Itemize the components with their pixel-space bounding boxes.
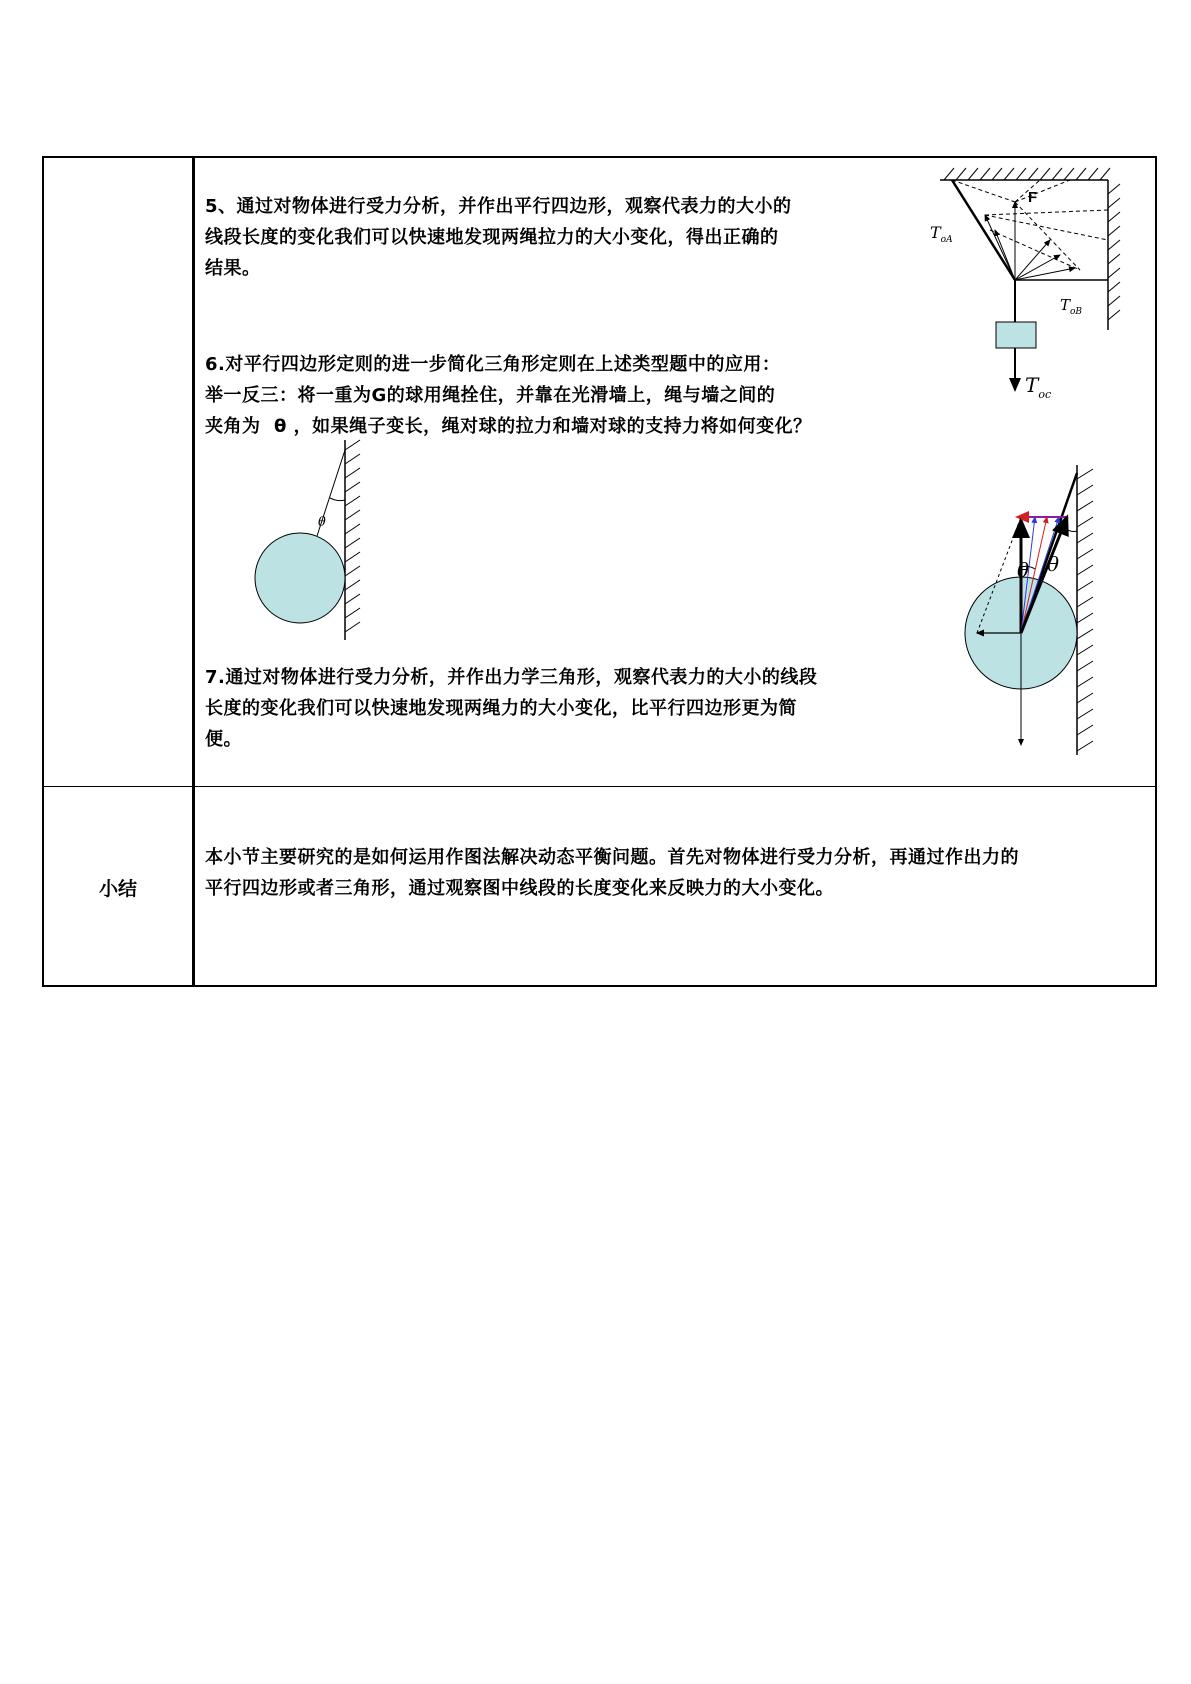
svg-text:Toc xyxy=(1025,373,1051,401)
table-bottom-border xyxy=(42,985,1157,987)
item-7-line-3: 便。 xyxy=(205,729,242,750)
table-right-border xyxy=(1155,156,1157,987)
svg-text:ToB xyxy=(1060,296,1082,317)
item-5-line-1: 5、通过对物体进行受力分析，并作出平行四边形，观察代表力的大小的 xyxy=(205,196,792,217)
summary-line-1: 本小节主要研究的是如何运用作图法解决动态平衡问题。首先对物体进行受力分析，再通过作出力的 xyxy=(205,847,1019,868)
item-5-line-2: 线段长度的变化我们可以快速地发现两绳拉力的大小变化，得出正确的 xyxy=(205,227,779,248)
label-t-ob-sub: oB xyxy=(1070,307,1083,317)
label-theta: θ xyxy=(318,515,326,530)
label-t-oc: T xyxy=(1025,373,1039,397)
summary-label: 小结 xyxy=(99,878,138,900)
summary-line-2: 平行四边形或者三角形，通过观察图中线段的长度变化来反映力的大小变化。 xyxy=(205,878,834,899)
figure-rope-parallelogram xyxy=(930,160,1130,420)
label-theta-2: θ xyxy=(1047,552,1060,576)
item-7-line-1: 7.通过对物体进行受力分析，并作出力学三角形，观察代表力的大小的线段 xyxy=(205,667,818,688)
item-6-line-2: 举一反三：将一重为G的球用绳拴住，并靠在光滑墙上，绳与墙之间的 xyxy=(205,385,776,406)
table-column-divider xyxy=(192,156,195,987)
figure-ball-wall xyxy=(230,440,380,640)
item-6-line-1: 6.对平行四边形定则的进一步简化三角形定则在上述类型题中的应用： xyxy=(205,354,781,375)
svg-text:ToA xyxy=(930,223,953,245)
label-t-oa: T xyxy=(930,223,941,242)
item-5-line-3: 结果。 xyxy=(205,258,261,279)
label-t-ob: T xyxy=(1060,296,1071,314)
item-6-line-3: 夹角为 θ ，如果绳子变长，绳对球的拉力和墙对球的支持力将如何变化？ xyxy=(205,416,812,437)
label-theta-1: θ xyxy=(1017,558,1030,582)
label-f: F xyxy=(1028,189,1038,206)
table-row-divider xyxy=(42,786,1157,787)
label-t-oa-sub: oA xyxy=(940,235,953,245)
label-t-oc-sub: oc xyxy=(1038,388,1052,401)
item-7-line-2: 长度的变化我们可以快速地发现两绳力的大小变化，比平行四边形更为简 xyxy=(205,698,797,719)
table-top-border xyxy=(42,156,1157,158)
table-left-border xyxy=(42,156,44,987)
figure-force-triangle xyxy=(955,465,1105,765)
